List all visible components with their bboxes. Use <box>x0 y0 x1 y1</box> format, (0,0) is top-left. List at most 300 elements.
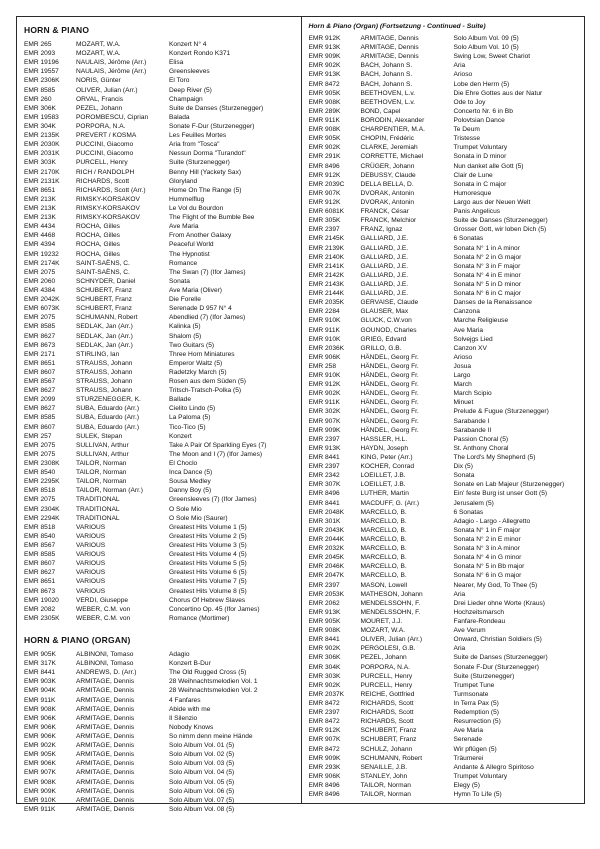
emr-number: EMR 2093 <box>24 50 56 58</box>
catalog-row <box>309 681 583 690</box>
emr-number: EMR 258 <box>308 362 336 370</box>
catalog-row <box>309 663 583 672</box>
emr-number: EMR 8627 <box>24 332 56 340</box>
piece-title: Prelude & Fugue (Sturzenegger) <box>453 408 549 416</box>
catalog-row <box>24 231 299 240</box>
composer-name: OLIVER, Julian (Arr.) <box>360 636 423 644</box>
composer-name: ROCHA, Gilles <box>76 223 120 231</box>
emr-number: EMR 905K <box>308 89 341 97</box>
composer-name: ARMITAGE, Dennis <box>76 742 135 750</box>
composer-name: TAILOR, Norman <box>76 469 127 477</box>
piece-title: Drei Lieder ohne Worte (Kraus) <box>453 599 545 607</box>
piece-title: Solo Album Vol. 05 (5) <box>169 778 235 786</box>
emr-number: EMR 2082 <box>24 605 56 613</box>
catalog-row <box>24 514 299 523</box>
emr-number: EMR 912K <box>308 381 341 389</box>
emr-number: EMR 908K <box>308 98 341 106</box>
catalog-row <box>24 222 299 231</box>
catalog-row <box>309 34 583 43</box>
piece-title: Suite (Sturzenegger) <box>453 672 515 680</box>
emr-number: EMR 8585 <box>24 86 56 94</box>
catalog-row <box>24 313 299 322</box>
catalog-row <box>309 489 583 498</box>
piece-title: Swing Low, Sweet Chariot <box>453 53 531 61</box>
catalog-row <box>24 477 299 486</box>
piece-title: Solo Album Vol. 01 (5) <box>169 742 235 750</box>
catalog-row <box>309 43 583 52</box>
emr-number: EMR 906K <box>308 772 341 780</box>
composer-name: BEETHOVEN, L.v. <box>360 89 415 97</box>
composer-name: TAILOR, Norman <box>360 791 411 799</box>
piece-title: Greatest Hits Volume 8 (5) <box>169 587 247 595</box>
continuation-title: Horn & Piano (Organ) (Fortsetzung - Continued - Suite) <box>308 23 486 30</box>
piece-title: Romance <box>169 259 198 267</box>
emr-number: EMR 908K <box>308 627 341 635</box>
catalog-row <box>24 195 299 204</box>
catalog-row <box>309 344 583 353</box>
emr-number: EMR 19196 <box>24 59 59 67</box>
catalog-row <box>24 486 299 495</box>
composer-name: OLIVER, Julian (Arr.) <box>76 86 138 94</box>
emr-number: EMR 912K <box>308 727 341 735</box>
catalog-row <box>309 316 583 325</box>
piece-title: Suite (Sturzenegger) <box>169 159 230 167</box>
catalog-row <box>24 778 299 787</box>
catalog-row <box>24 186 299 195</box>
catalog-row <box>309 189 583 198</box>
composer-name: PORPORA, N.A. <box>76 122 126 130</box>
composer-name: ARMITAGE, Dennis <box>76 678 135 686</box>
composer-name: VERDI, Giuseppe <box>76 596 129 604</box>
catalog-row <box>309 262 583 271</box>
emr-number: EMR 8607 <box>24 368 56 376</box>
emr-number: EMR 909K <box>308 426 341 434</box>
composer-name: MARCELLO, B. <box>360 572 407 580</box>
piece-title: Fanfare-Rondeau <box>453 618 506 625</box>
emr-number: EMR 4468 <box>24 232 56 240</box>
piece-title: Sonata in C major <box>453 180 507 188</box>
emr-number: EMR 906K <box>24 760 56 768</box>
piece-title: Sonata N° 5 in D minor <box>453 280 522 288</box>
composer-name: TAILOR, Norman (Arr.) <box>76 487 143 495</box>
emr-number: EMR 905K <box>24 751 56 759</box>
piece-title: Canzona <box>453 308 480 316</box>
composer-name: WEBER, C.M. von <box>76 605 131 613</box>
composer-name: MARCELLO, B. <box>360 545 407 553</box>
piece-title: Greatest Hits Volume 3 (5) <box>169 542 247 550</box>
piece-title: Greatest Hits Volume 2 (5) <box>169 532 247 540</box>
piece-title: In Terra Pax (5) <box>453 699 499 707</box>
emr-number: EMR 8585 <box>24 414 56 422</box>
catalog-row <box>309 207 583 216</box>
piece-title: Ave Verum <box>453 627 486 635</box>
emr-number: EMR 908K <box>308 126 341 134</box>
emr-number: EMR 305K <box>308 217 341 225</box>
piece-title: Sonata N° 1 in F major <box>453 526 521 534</box>
catalog-row <box>309 89 583 98</box>
emr-number: EMR 2308K <box>24 460 60 468</box>
catalog-row <box>309 216 583 225</box>
piece-title: Rosen aus dem Süden (5) <box>169 378 246 386</box>
catalog-row <box>309 417 583 426</box>
piece-title: Adagio - Largo - Allegretto <box>453 517 531 525</box>
composer-name: LOEILLET, J.B. <box>360 481 406 489</box>
emr-number: EMR 905K <box>308 135 341 143</box>
composer-name: SULLIVAN, Arthur <box>76 450 129 458</box>
piece-title: Konzert B-Dur <box>169 660 211 668</box>
composer-name: RIMSKY-KORSAKOV <box>76 195 140 203</box>
catalog-row <box>309 790 583 799</box>
catalog-row <box>309 225 583 234</box>
emr-number: EMR 8441 <box>308 499 340 507</box>
catalog-row <box>24 413 299 422</box>
composer-name: TAILOR, Norman <box>360 781 411 789</box>
catalog-row <box>24 723 299 732</box>
piece-title: Konzert Rondo K371 <box>169 50 231 58</box>
emr-number: EMR 8567 <box>24 542 56 550</box>
composer-name: PUCCINI, Giacomo <box>76 141 134 149</box>
piece-title: Serenade D 957 N° 4 <box>169 305 232 313</box>
emr-number: EMR 8496 <box>308 490 340 498</box>
emr-number: EMR 6081K <box>308 208 345 216</box>
composer-name: ARMITAGE, Dennis <box>76 751 135 759</box>
piece-title: Polovtsian Dance <box>453 116 505 124</box>
emr-number: EMR 8472 <box>308 745 340 753</box>
emr-number: EMR 907K <box>24 769 56 777</box>
piece-title: Sarabande I <box>453 417 490 425</box>
emr-number: EMR 2035K <box>308 299 345 307</box>
composer-name: PERGOLESI, G.B. <box>360 645 416 653</box>
composer-name: STRAUSS, Johann <box>76 359 133 367</box>
piece-title: Solo Album Vol. 10 (5) <box>453 44 519 52</box>
emr-number: EMR 2139K <box>308 244 345 252</box>
composer-name: VARIOUS <box>76 542 106 550</box>
composer-name: VARIOUS <box>76 587 106 595</box>
piece-title: Abide with me <box>169 705 211 713</box>
piece-title: Danses de la Renaissance <box>453 299 532 307</box>
catalog-row <box>309 107 583 116</box>
piece-title: Josua <box>453 362 472 370</box>
piece-title: Redemption (5) <box>453 709 499 717</box>
composer-name: BACH, Johann S. <box>360 80 413 88</box>
catalog-row <box>309 271 583 280</box>
catalog-row <box>309 772 583 781</box>
piece-title: Elegy (5) <box>453 781 480 789</box>
composer-name: GLAUSER, Max <box>360 308 409 316</box>
right-column <box>301 17 585 803</box>
catalog-row <box>309 171 583 180</box>
piece-title: Arioso <box>453 71 473 79</box>
emr-number: EMR 303K <box>24 159 56 167</box>
emr-number: EMR 307K <box>308 481 341 489</box>
emr-number: EMR 2039C <box>308 180 345 188</box>
emr-number: EMR 2144K <box>308 290 345 298</box>
piece-title: Sonata N° 2 in G major <box>453 253 522 261</box>
catalog-row <box>24 423 299 432</box>
emr-number: EMR 2047K <box>308 572 345 580</box>
composer-name: ARMITAGE, Dennis <box>76 714 135 722</box>
composer-name: SUBA, Eduardo (Arr.) <box>76 423 140 431</box>
composer-name: ARMITAGE, Dennis <box>76 723 135 731</box>
composer-name: CHARPENTIER, M.A. <box>360 126 425 134</box>
composer-name: GRIEG, Edvard <box>360 335 407 343</box>
emr-number: EMR 8518 <box>24 523 56 531</box>
emr-number: EMR 908K <box>24 705 56 713</box>
composer-name: GALLIARD, J.E. <box>360 244 409 252</box>
emr-number: EMR 906K <box>24 723 56 731</box>
catalog-row <box>24 459 299 468</box>
composer-name: MENDELSSOHN, F. <box>360 599 421 607</box>
emr-number: EMR 213K <box>24 195 56 203</box>
emr-number: EMR 2397 <box>308 435 340 443</box>
composer-name: CHOPIN, Frédéric <box>360 135 414 143</box>
composer-name: VARIOUS <box>76 569 106 577</box>
piece-title: Concertino Op. 45 (Ifor James) <box>169 605 260 613</box>
piece-title: Peaceful World <box>169 241 214 249</box>
catalog-row <box>24 295 299 304</box>
piece-title: From Another Galaxy <box>169 232 232 240</box>
composer-name: FRANCK, César <box>360 208 409 216</box>
catalog-row <box>309 143 583 152</box>
emr-number: EMR 8627 <box>24 569 56 577</box>
catalog-row <box>309 608 583 617</box>
emr-number: EMR 2036K <box>308 344 345 352</box>
catalog-row <box>309 80 583 89</box>
composer-name: BEETHOVEN, L.v. <box>360 98 415 106</box>
piece-title: Aria <box>453 645 466 653</box>
composer-name: HÄNDEL, Georg Fr. <box>360 372 419 380</box>
horn-piano-rows <box>24 40 299 623</box>
composer-name: SCHUBERT, Franz <box>76 286 132 294</box>
emr-number: EMR 911K <box>308 116 340 124</box>
piece-title: Minuet <box>453 399 474 407</box>
composer-name: MOURET, J.J. <box>360 618 403 625</box>
emr-number: EMR 8673 <box>24 341 56 349</box>
catalog-row <box>24 495 299 504</box>
catalog-row <box>309 198 583 207</box>
emr-number: EMR 304K <box>24 122 56 130</box>
composer-name: PURCELL, Henry <box>360 672 413 680</box>
piece-title: Trumpet Voluntary <box>453 144 508 152</box>
piece-title: Ave Maria <box>169 223 199 231</box>
piece-title: Die Ehre Gottes aus der Natur <box>453 89 543 97</box>
catalog-row <box>309 699 583 708</box>
catalog-row <box>24 686 299 695</box>
composer-name: BACH, Johann S. <box>360 62 413 70</box>
emr-number: EMR 2397 <box>308 581 340 589</box>
composer-name: MARCELLO, B. <box>360 536 407 544</box>
piece-title: Tristesse <box>453 135 481 143</box>
emr-number: EMR 902K <box>308 62 341 70</box>
piece-title: Sonate F-Dur (Sturzenegger) <box>453 663 539 671</box>
emr-number: EMR 2284 <box>308 308 340 316</box>
emr-number: EMR 902K <box>308 390 341 398</box>
composer-name: SULEK, Stepan <box>76 432 123 440</box>
composer-name: SAINT-SAËNS, C. <box>76 259 130 267</box>
emr-number: EMR 2170K <box>24 168 60 176</box>
catalog-row <box>24 523 299 532</box>
piece-title: Sonata N° 6 in G major <box>453 572 522 580</box>
emr-number: EMR 906K <box>24 714 56 722</box>
piece-title: Solo Album Vol. 07 (5) <box>169 796 235 804</box>
composer-name: POROMBESCU, Ciprian <box>76 113 149 121</box>
composer-name: CRÜGER, Johann <box>360 162 415 170</box>
emr-number: EMR 912K <box>308 171 341 179</box>
emr-number: EMR 8607 <box>24 423 56 431</box>
piece-title: Hymn To Life (5) <box>453 791 502 799</box>
emr-number: EMR 2342 <box>308 472 340 480</box>
composer-name: ARMITAGE, Dennis <box>76 778 135 786</box>
composer-name: TRADITIONAL <box>76 505 120 513</box>
piece-title: Danny Boy (5) <box>169 487 212 495</box>
composer-name: RIMSKY-KORSAKOV <box>76 204 140 212</box>
piece-title: Canzon XV <box>453 344 487 352</box>
emr-number: EMR 8441 <box>308 636 340 644</box>
emr-number: EMR 2295K <box>24 478 60 486</box>
piece-title: Trumpet Tune <box>453 681 495 689</box>
composer-name: ALBINONI, Tomaso <box>76 651 134 658</box>
catalog-row <box>309 134 583 143</box>
composer-name: ARMITAGE, Dennis <box>76 769 135 777</box>
catalog-row <box>309 781 583 790</box>
catalog-row <box>24 268 299 277</box>
catalog-row <box>24 532 299 541</box>
composer-name: GRILLO, G.B. <box>360 344 402 352</box>
catalog-row <box>309 508 583 517</box>
catalog-row <box>309 389 583 398</box>
piece-title: Passion Choral (5) <box>453 435 509 443</box>
catalog-row <box>24 113 299 122</box>
piece-title: March <box>453 381 472 389</box>
catalog-row <box>24 587 299 596</box>
composer-name: SCHUMANN, Robert <box>76 314 138 322</box>
piece-title: Adagio <box>169 651 190 658</box>
piece-title: Nearer, My God, To Thee (5) <box>453 581 538 589</box>
piece-title: Andante & Allegro Spiritoso <box>453 763 534 771</box>
piece-title: 6 Sonatas <box>453 508 484 516</box>
piece-title: 28 Weihnachtsmelodien Vol. 1 <box>169 678 258 686</box>
composer-name: SULLIVAN, Arthur <box>76 441 129 449</box>
piece-title: Konzert <box>169 432 192 440</box>
piece-title: Les Feuilles Mortes <box>169 132 227 140</box>
piece-title: Wir pflügen (5) <box>453 745 497 753</box>
composer-name: SUBA, Eduardo (Arr.) <box>76 405 140 413</box>
emr-number: EMR 910K <box>308 372 341 380</box>
composer-name: SEDLAK, Jan (Arr.) <box>76 323 133 331</box>
emr-number: EMR 2304K <box>24 505 60 513</box>
emr-number: EMR 905K <box>308 618 341 625</box>
composer-name: DVORAK, Antonin <box>360 189 415 197</box>
composer-name: MOZART, W.A. <box>76 41 121 48</box>
composer-name: STRAUSS, Johann <box>76 368 133 376</box>
piece-title: Sonata N° 6 in C major <box>453 290 522 298</box>
catalog-row <box>24 468 299 477</box>
catalog-row <box>309 426 583 435</box>
emr-number: EMR 2075 <box>24 450 56 458</box>
catalog-row <box>309 362 583 371</box>
composer-name: PEZEL, Johann <box>76 104 123 112</box>
emr-number: EMR 2141K <box>308 262 345 270</box>
emr-number: EMR 907K <box>308 417 341 425</box>
piece-title: El Choclo <box>169 460 198 468</box>
composer-name: SCHUBERT, Franz <box>76 296 132 304</box>
emr-number: EMR 289K <box>308 107 341 115</box>
catalog-row <box>24 577 299 586</box>
piece-title: Panis Angelicus <box>453 208 501 216</box>
catalog-row <box>309 644 583 653</box>
composer-name: SCHUBERT, Franz <box>360 736 417 744</box>
composer-name: ARMITAGE, Dennis <box>76 805 135 813</box>
piece-title: Dix (5) <box>453 463 473 471</box>
emr-number: EMR 2131K <box>24 177 60 185</box>
emr-number: EMR 260 <box>24 95 52 103</box>
catalog-row <box>24 659 299 668</box>
left-column <box>17 17 301 813</box>
catalog-row <box>309 70 583 79</box>
catalog-row <box>24 140 299 149</box>
catalog-row <box>309 571 583 580</box>
catalog-row <box>24 805 299 814</box>
composer-name: ARMITAGE, Dennis <box>76 705 135 713</box>
catalog-row <box>24 732 299 741</box>
piece-title: Solo Album Vol. 02 (5) <box>169 751 235 759</box>
composer-name: HÄNDEL, Georg Fr. <box>360 381 419 389</box>
composer-name: HAYDN, Joseph <box>360 444 409 452</box>
catalog-row <box>309 125 583 134</box>
piece-title: Grosser Gott, wir loben Dich (5) <box>453 226 547 234</box>
emr-number: EMR 2397 <box>308 226 340 234</box>
piece-title: Solo Album Vol. 08 (5) <box>169 805 235 813</box>
emr-number: EMR 909K <box>308 53 341 61</box>
composer-name: STRAUSS, Johann <box>76 387 133 395</box>
emr-number: EMR 911K <box>24 805 56 813</box>
catalog-row <box>309 653 583 662</box>
emr-number: EMR 913K <box>308 44 341 52</box>
catalog-row <box>24 204 299 213</box>
piece-title: 4 Fanfares <box>169 696 201 704</box>
piece-title: Sonate F-Dur (Sturzenegger) <box>169 122 255 130</box>
emr-number: EMR 19557 <box>24 68 59 76</box>
piece-title: 28 Weihnachtsmelodien Vol. 2 <box>169 687 258 695</box>
catalog-row <box>24 395 299 404</box>
catalog-row <box>309 754 583 763</box>
emr-number: EMR 2294K <box>24 514 60 522</box>
catalog-row <box>309 371 583 380</box>
piece-title: Sonate en Lab Majeur (Sturzenegger) <box>453 481 565 489</box>
emr-number: EMR 913K <box>308 608 341 616</box>
catalog-row <box>309 335 583 344</box>
composer-name: HASSLER, H.L. <box>360 435 408 443</box>
catalog-row <box>309 480 583 489</box>
catalog-row <box>309 763 583 772</box>
piece-title: Aria from "Tosca" <box>169 141 220 149</box>
piece-title: Elisa <box>169 59 184 67</box>
catalog-row <box>309 617 583 626</box>
piece-title: St. Anthony Choral <box>453 444 509 452</box>
catalog-row <box>24 650 299 659</box>
emr-number: EMR 19020 <box>24 596 59 604</box>
piece-title: Sonata N° 5 in Bb major <box>453 563 525 571</box>
emr-number: EMR 8651 <box>24 578 56 586</box>
composer-name: REICHE, Gottfried <box>360 690 415 698</box>
emr-number: EMR 19232 <box>24 250 59 258</box>
emr-number: EMR 8496 <box>308 781 340 789</box>
emr-number: EMR 911K <box>24 696 56 704</box>
catalog-row <box>24 741 299 750</box>
composer-name: MARCELLO, B. <box>360 517 407 525</box>
piece-title: Solvejgs Lied <box>453 335 493 343</box>
composer-name: FRANZ, Ignaz <box>360 226 403 234</box>
